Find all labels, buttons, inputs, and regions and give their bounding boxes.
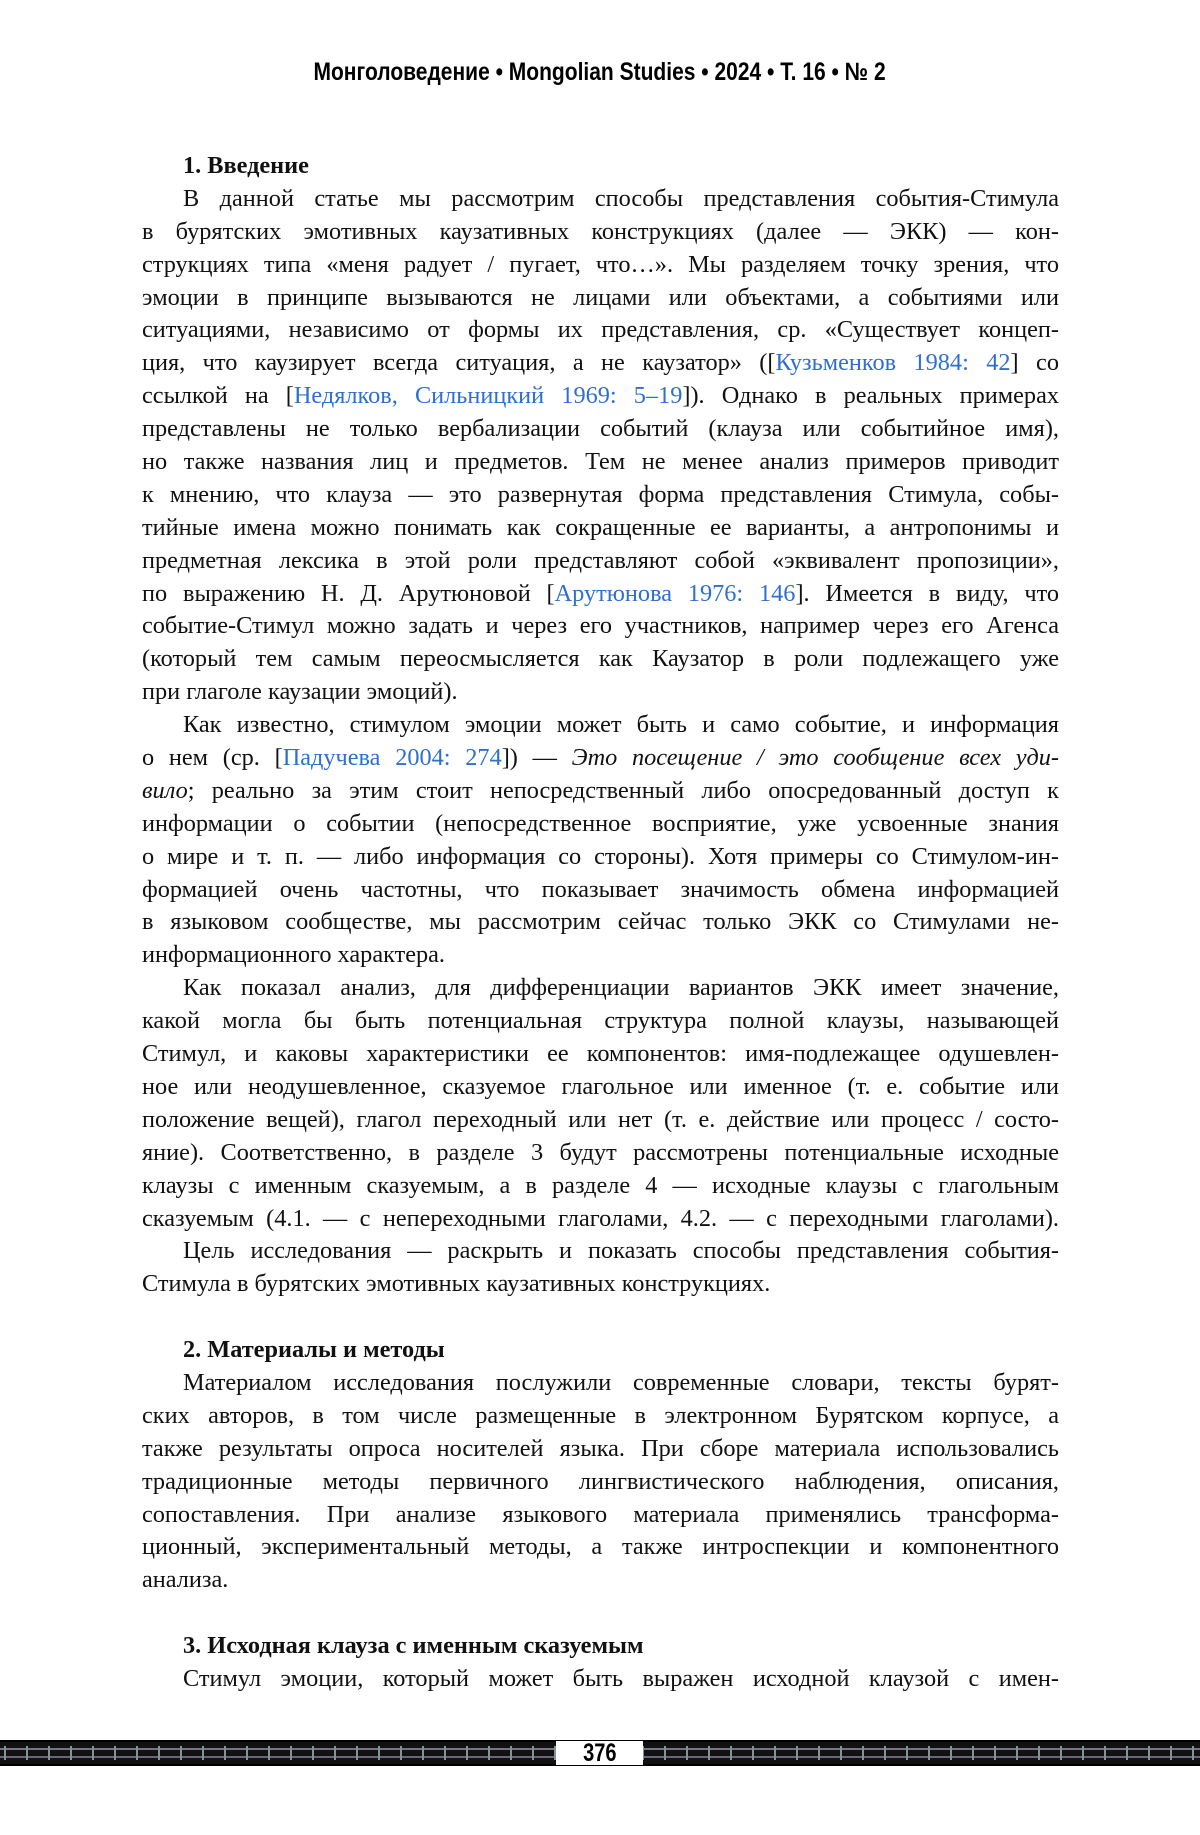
paragraph — [142, 972, 1059, 1235]
text-segment: ]. Имеется в виду, что — [795, 580, 1059, 607]
section-heading: 2. Материалы и методы — [142, 1334, 1059, 1367]
text-line — [142, 249, 1059, 282]
text-line — [142, 1466, 1059, 1499]
text-line — [142, 1170, 1059, 1203]
text-line — [142, 545, 1059, 578]
text-segment: также результаты опроса носителей языка. При сборе материала использовались — [142, 1435, 1059, 1462]
text-segment: Материалом исследования послужили современные словари, тексты бурят- — [183, 1369, 1059, 1396]
text-line — [142, 1663, 1059, 1696]
text-segment: ционный, экспериментальный методы, а также интроспекции и компонентного — [142, 1533, 1059, 1560]
text-line — [142, 972, 1059, 1005]
text-segment: представлены не только вербализации событий (клауза или событийное имя), — [142, 415, 1059, 442]
text-segment: о нем (ср. [ — [142, 744, 283, 771]
text-segment: тийные имена можно понимать как сокращенные ее варианты, а антропонимы и — [142, 514, 1059, 541]
text-segment: (который тем самым переосмысляется как Каузатор в роли подлежащего уже — [142, 645, 1059, 672]
text-line — [142, 1005, 1059, 1038]
text-segment: о мире и т. п. — либо информация со стороны). Хотя примеры со Стимулом-ин- — [142, 843, 1059, 870]
footer-ornament-band — [0, 1740, 1200, 1766]
text-segment: ]). Однако в реальных примерах — [682, 382, 1059, 409]
text-segment: предметная лексика в этой роли представляют собой «эквивалент пропозиции», — [142, 547, 1059, 574]
text-line — [142, 1433, 1059, 1466]
journal-title: Монголоведение • Mongolian Studies • 2024 • Т. 16 • № 2 — [314, 58, 886, 87]
text-line — [142, 314, 1059, 347]
text-line — [142, 1400, 1059, 1433]
text-line — [142, 512, 1059, 545]
text-segment: в языковом сообществе, мы рассмотрим сейчас только ЭКК со Стимулами не- — [142, 908, 1059, 935]
text-segment: по выражению Н. Д. Арутюновой [ — [142, 580, 555, 607]
text-line — [142, 347, 1059, 380]
text-line — [142, 413, 1059, 446]
text-segment: в бурятских эмотивных каузативных конструкциях (далее — ЭКК) — кон- — [142, 218, 1059, 245]
text-segment: Стимула в бурятских эмотивных каузативных конструкциях. — [142, 1270, 770, 1297]
text-segment: ; реально за этим стоит непосредственный либо опосредованный доступ к — [188, 777, 1059, 804]
text-segment: струкциях типа «меня радует / пугает, что…». Мы разделяем точку зрения, что — [142, 251, 1059, 278]
text-segment: событие-Стимул можно задать и через его участников, например через его Агенса — [142, 612, 1059, 639]
section-heading: 3. Исходная клауза с именным сказуемым — [142, 1630, 1059, 1663]
text-line — [142, 1499, 1059, 1532]
running-header — [0, 58, 1200, 87]
text-line — [142, 1564, 1059, 1597]
text-segment: ция, что каузирует всегда ситуация, а не каузатор» ([ — [142, 349, 776, 376]
paragraph — [142, 1367, 1059, 1597]
text-line — [142, 1235, 1059, 1268]
paragraph — [142, 1663, 1059, 1696]
text-segment: Стимул эмоции, который может быть выражен исходной клаузой с имен- — [183, 1665, 1059, 1692]
text-segment: традиционные методы первичного лингвистического наблюдения, описания, — [142, 1468, 1059, 1495]
text-line — [142, 841, 1059, 874]
article-body — [142, 150, 1059, 1696]
text-line — [142, 643, 1059, 676]
text-line — [142, 183, 1059, 216]
text-segment: какой могла бы быть потенциальная структура полной клаузы, называющей — [142, 1007, 1059, 1034]
italic-example: Это посещение / это сообщение всех уди- — [572, 744, 1059, 771]
text-line — [142, 939, 1059, 972]
text-line — [142, 578, 1059, 611]
citation-link[interactable]: Кузьменков 1984: 42 — [776, 349, 1011, 376]
citation-link[interactable]: Падучева 2004: 274 — [283, 744, 502, 771]
section-heading: 1. Введение — [142, 150, 1059, 183]
page-number — [556, 1741, 643, 1765]
text-segment: информационного характера. — [142, 941, 445, 968]
paragraph — [142, 183, 1059, 709]
text-segment: Цель исследования — раскрыть и показать способы представления события- — [183, 1237, 1059, 1264]
text-segment: ссылкой на [ — [142, 382, 294, 409]
text-segment: ное или неодушевленное, сказуемое глагольное или именное (т. е. событие или — [142, 1073, 1059, 1100]
text-segment: ]) — — [502, 744, 572, 771]
text-segment: клаузы с именным сказуемым, а в разделе 4 — исходные клаузы с глагольным — [142, 1172, 1059, 1199]
text-segment: анализа. — [142, 1566, 228, 1593]
text-line — [142, 1531, 1059, 1564]
text-segment: к мнению, что клауза — это развернутая форма представления Стимула, собы- — [142, 481, 1059, 508]
spacer — [142, 1301, 1059, 1334]
text-segment: В данной статье мы рассмотрим способы представления события-Стимула — [183, 185, 1059, 212]
text-segment: ] со — [1011, 349, 1059, 376]
text-segment: информации о событии (непосредственное восприятие, уже усвоенные знания — [142, 810, 1059, 837]
text-segment: Стимул, и каковы характеристики ее компонентов: имя-подлежащее одушевлен- — [142, 1040, 1059, 1067]
text-line — [142, 610, 1059, 643]
text-line — [142, 1367, 1059, 1400]
text-line — [142, 676, 1059, 709]
text-line — [142, 709, 1059, 742]
citation-link[interactable]: Арутюнова 1976: 146 — [555, 580, 796, 607]
text-line — [142, 479, 1059, 512]
text-segment: ских авторов, в том числе размещенные в электронном Бурятском корпусе, а — [142, 1402, 1059, 1429]
text-segment: положение вещей), глагол переходный или нет (т. е. действие или процесс / состо- — [142, 1106, 1059, 1133]
text-segment: Как показал анализ, для дифференциации вариантов ЭКК имеет значение, — [183, 974, 1059, 1001]
text-segment: формацией очень частотны, что показывает значимость обмена информацией — [142, 876, 1059, 903]
text-line — [142, 1203, 1059, 1236]
text-segment: при глаголе каузации эмоций). — [142, 678, 458, 705]
paragraph — [142, 709, 1059, 972]
paragraph — [142, 1235, 1059, 1301]
text-segment: эмоции в принципе вызываются не лицами или объектами, а событиями или — [142, 284, 1059, 311]
text-line — [142, 282, 1059, 315]
text-line — [142, 906, 1059, 939]
text-line — [142, 380, 1059, 413]
text-segment: сопоставления. При анализе языкового материала применялись трансформа- — [142, 1501, 1059, 1528]
text-segment: Как известно, стимулом эмоции может быть и само событие, и информация — [183, 711, 1059, 738]
italic-example: вило — [142, 777, 188, 804]
text-line — [142, 1071, 1059, 1104]
page-number-text: 376 — [583, 1741, 616, 1765]
text-line — [142, 446, 1059, 479]
text-segment: сказуемым (4.1. — с непереходными глаголами, 4.2. — с переходными глаголами). — [142, 1205, 1059, 1232]
text-line — [142, 1268, 1059, 1301]
text-segment: яние). Соответственно, в разделе 3 будут рассмотрены потенциальные исходные — [142, 1139, 1059, 1166]
text-line — [142, 775, 1059, 808]
text-segment: но также названия лиц и предметов. Тем не менее анализ примеров приводит — [142, 448, 1059, 475]
text-line — [142, 216, 1059, 249]
text-line — [142, 742, 1059, 775]
spacer — [142, 1597, 1059, 1630]
text-line — [142, 1038, 1059, 1071]
text-segment: ситуациями, независимо от формы их представления, ср. «Существует концеп- — [142, 316, 1059, 343]
text-line — [142, 1137, 1059, 1170]
text-line — [142, 808, 1059, 841]
text-line — [142, 874, 1059, 907]
citation-link[interactable]: Недялков, Сильницкий 1969: 5–19 — [294, 382, 683, 409]
text-line — [142, 1104, 1059, 1137]
